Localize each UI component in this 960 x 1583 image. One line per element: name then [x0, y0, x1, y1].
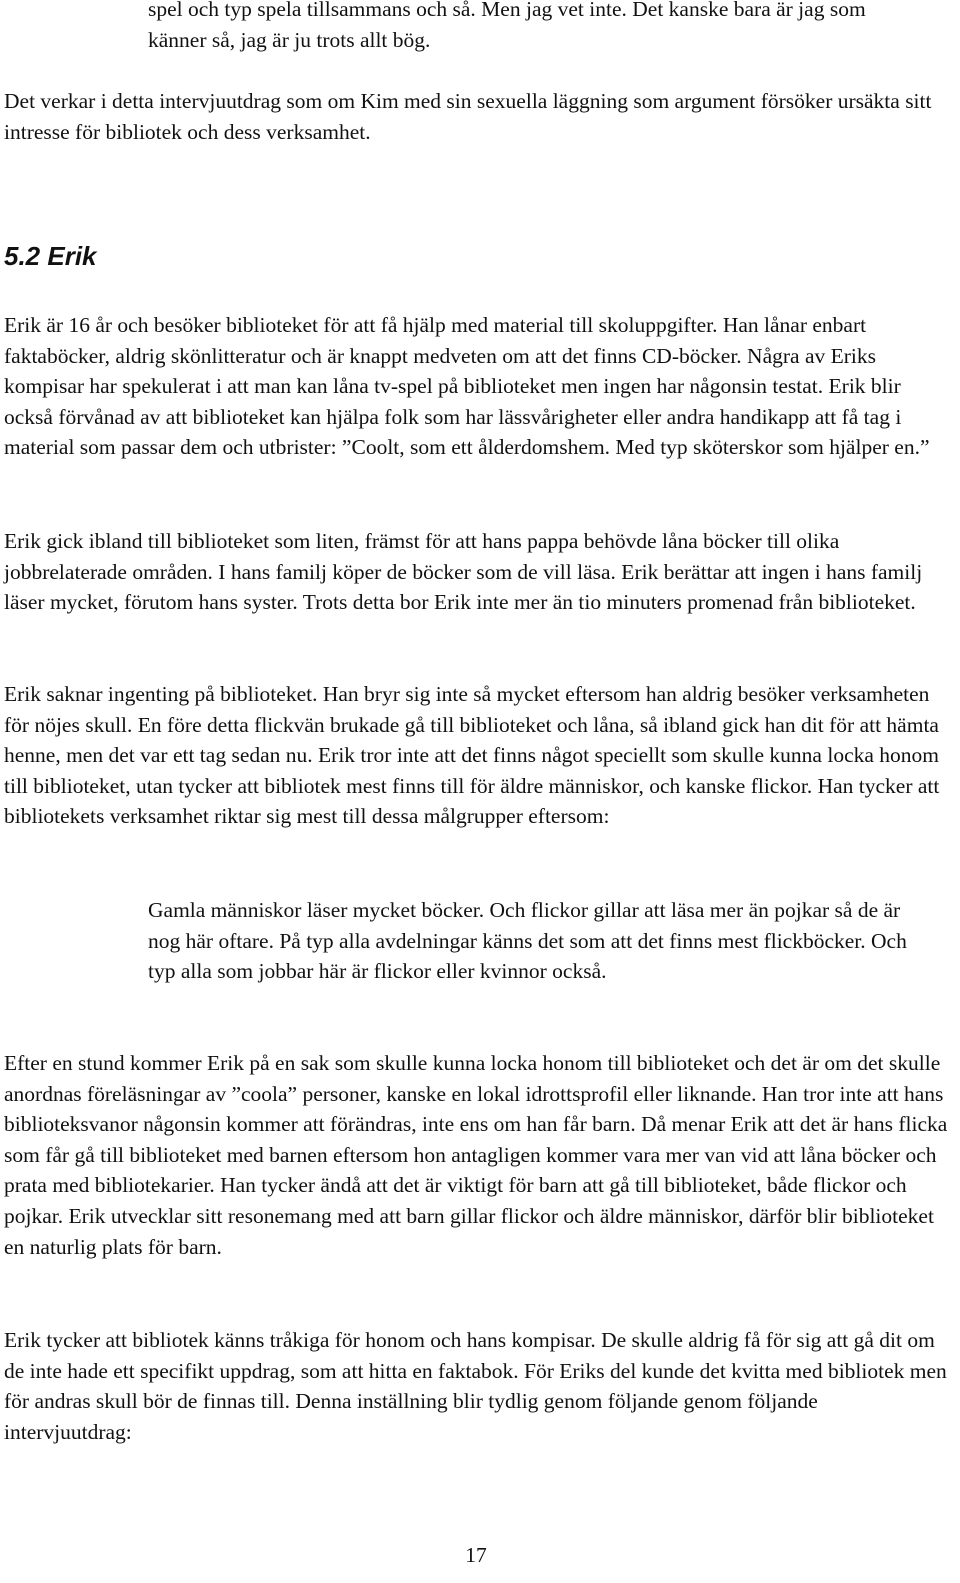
section-heading: 5.2 Erik — [4, 241, 97, 271]
block-quote: Gamla människor läser mycket böcker. Och flickor gillar att läsa mer än pojkar så de är nog här oftare. På typ alla avdelningar känns det som att det finns mest flickböcker. Och typ alla som jobbar här är flickor eller kvinnor också. — [148, 898, 907, 984]
continuation-quote: spel och typ spela tillsammans och så. Men jag vet inte. Det kanske bara är jag som känner så, jag är ju trots allt bög. — [148, 0, 866, 52]
page-number: 17 — [465, 1543, 487, 1567]
paragraph-erik-childhood: Erik gick ibland till biblioteket som liten, främst för att hans pappa behövde låna böcker till olika jobbrelaterade områden. I hans familj köper de böcker som de vill läsa. Erik berättar att ingen i hans familj läser mycket, förutom hans syster. Trots detta bor Erik inte mer än tio minuters promenad från biblioteket. — [4, 529, 923, 615]
paragraph-erik-lectures: Efter en stund kommer Erik på en sak som skulle kunna locka honom till biblioteket och det är om det skulle anordnas föreläsningar av ”coola” personer, kanske en lokal idrottsprofil eller liknande. Han tror inte att hans biblioteksvanor någonsin kommer att förändras, inte ens om han får barn. Då menar Erik att det är hans flicka som får gå till biblioteket med barnen eftersom hon antagligen kommer vara mer van vid att låna böcker och prata med bibliotekarier. Han tycker ändå att det är viktigt för barn att gå till biblioteket, både flickor och pojkar. Erik utvecklar sitt resonemang med att barn gillar flickor och äldre människor, därför blir biblioteket en naturlig plats för barn. — [4, 1051, 948, 1259]
paragraph-erik-nothing-missing: Erik saknar ingenting på biblioteket. Han bryr sig inte så mycket eftersom han aldrig besöker verksamheten för nöjes skull. En före detta flickvän brukade gå till biblioteket och låna, så ibland gick han dit för att hämta henne, men det var ett tag sedan nu. Erik tror inte att det finns något speciellt som skulle kunna locka honom till biblioteket, utan tycker att bibliotek mest finns till för äldre människor, och kanske flickor. Han tycker att bibliotekets verksamhet riktar sig mest till dessa målgrupper eftersom: — [4, 682, 940, 829]
paragraph-erik-boring: Erik tycker att bibliotek känns tråkiga för honom och hans kompisar. De skulle aldrig få för sig att gå dit om de inte hade ett specifikt uppdrag, som att hitta en faktabok. För Eriks del kunde det kvitta med bibliotek men för andras skull bör de finnas till. Denna inställning blir tydlig genom följande genom följande intervjuutdrag: — [4, 1328, 947, 1444]
paragraph-erik-intro: Erik är 16 år och besöker biblioteket för att få hjälp med material till skoluppgifter. Han lånar enbart faktaböcker, aldrig skönlitteratur och är knappt medveten om att det finns CD-böcker. Några av Eriks kompisar har spekulerat i att man kan låna tv-spel på biblioteket men ingen har någonsin testat. Erik blir också förvånad av att biblioteket kan hjälpa folk som har lässvårigheter eller andra handikapp att få tag i material som passar dem och utbrister: ”Coolt, som ett ålderdomshem. Med typ sköterskor som hjälper en.” — [4, 313, 930, 460]
paragraph-kim-summary: Det verkar i detta intervjuutdrag som om Kim med sin sexuella läggning som argument försöker ursäkta sitt intresse för bibliotek och dess verksamhet. — [4, 89, 932, 144]
